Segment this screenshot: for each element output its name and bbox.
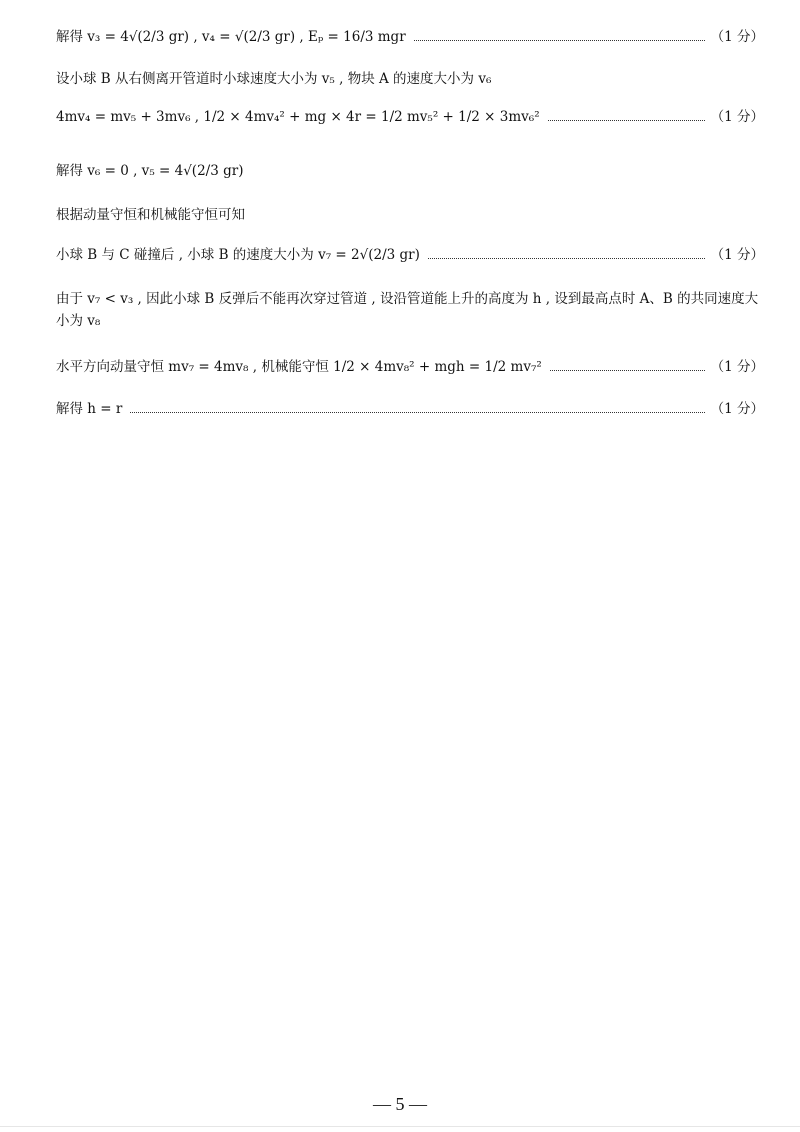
- solution-line-5: 根据动量守恒和机械能守恒可知: [56, 207, 245, 223]
- solution-line-4: 解得 v₆ = 0 , v₅ = 4√(2/3 gr): [56, 163, 244, 179]
- solution-line-7: 由于 v₇ < v₃ , 因此小球 B 反弹后不能再次穿过管道 , 设沿管道能上升的高度为 h , 设到最高点时 A、B 的共同速度大小为 v₈: [56, 291, 759, 329]
- solution-line-3: 4mv₄ = mv₅ + 3mv₆ , 1/2 × 4mv₄² + mg × 4r = 1/2 mv₅² + 1/2 × 3mv₆² （1 分）: [56, 109, 764, 125]
- solution-line-1: 解得 v₃ = 4√(2/3 gr) , v₄ = √(2/3 gr) , Eₚ = 16/3 mgr （1 分）: [56, 29, 764, 45]
- solution-line-8: 水平方向动量守恒 mv₇ = 4mv₈ , 机械能守恒 1/2 × 4mv₈² + mgh = 1/2 mv₇² （1 分）: [56, 359, 764, 375]
- solution-line-6: 小球 B 与 C 碰撞后 , 小球 B 的速度大小为 v₇ = 2√(2/3 gr) （1 分）: [56, 247, 764, 263]
- page-number: — 5 —: [373, 1094, 427, 1114]
- solution-line-9: 解得 h = r （1 分）: [56, 401, 764, 417]
- bottom-rule: [0, 1126, 800, 1127]
- solution-line-2: 设小球 B 从右侧离开管道时小球速度大小为 v₅ , 物块 A 的速度大小为 v₆: [56, 71, 492, 87]
